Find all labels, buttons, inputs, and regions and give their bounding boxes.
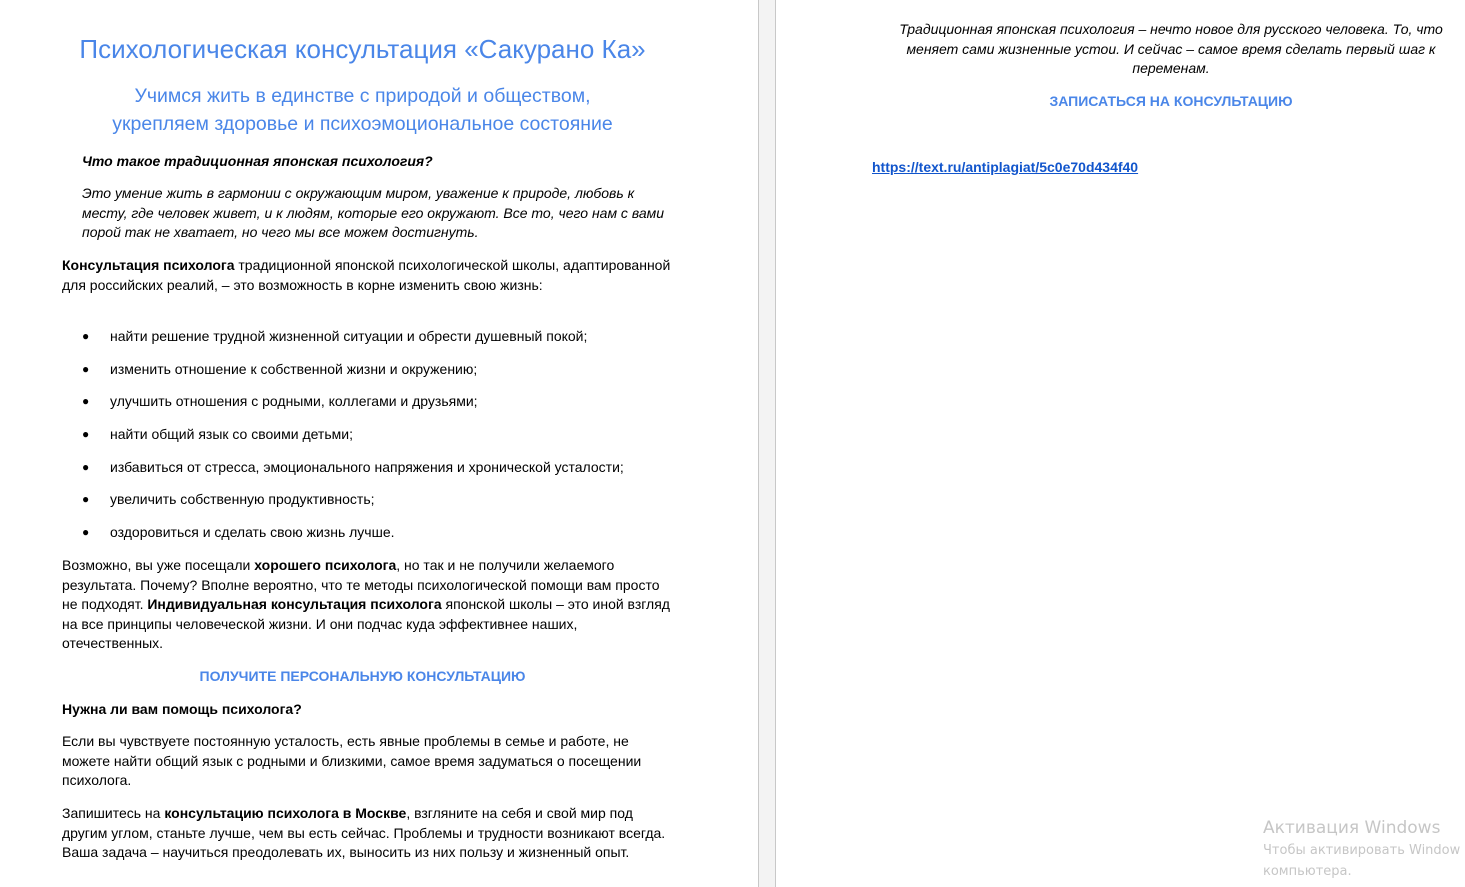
bullet-icon: ● [82,394,90,409]
list-item-text: оздоровиться и сделать свою жизнь лучше. [110,524,395,541]
list-item-text: улучшить отношения с родными, коллегами и друзьями; [110,393,478,410]
list-item [82,360,624,393]
page-separator [758,0,776,887]
bullet-icon: ● [82,459,90,474]
bullet-icon: ● [82,361,90,376]
list-item-text: увеличить собственную продуктивность; [110,491,375,508]
bold-phrase: консультацию психолога в Москве [164,805,407,821]
question-heading: Что такое традиционная японская психология? [82,153,433,169]
intro-paragraph [62,256,672,295]
personal-consultation-cta: ПОЛУЧИТЕ ПЕРСОНАЛЬНУЮ КОНСУЛЬТАЦИЮ [199,668,526,684]
paragraph-text: , но так и не получили желаемого результата. Почему? Вполне вероятно, что те методы психологической помощи вам просто не подходят. [62,557,660,612]
watermark-line-2: компьютера. [1263,864,1352,879]
antiplagiat-link[interactable]: https://text.ru/antiplagiat/5c0e70d434f40 [872,159,1139,175]
watermark-title: Активация Windows [1263,818,1441,838]
bold-phrase: Консультация психолога [62,257,235,273]
help-heading: Нужна ли вам помощь психолога? [62,701,302,717]
page-title: Психологическая консультация «Сакурано Ка» [79,34,646,64]
signup-paragraph [62,804,672,863]
windows-activation-watermark [1263,816,1460,882]
list-item-text: избавиться от стресса, эмоционального напряжения и хронической усталости; [110,458,624,475]
help-paragraph: Если вы чувствуете постоянную усталость, есть явные проблемы в семье и работе, не можете найти общий язык с родными и близкими, самое время задуматься о посещении психолога. [62,733,642,788]
paragraph-text: традиционной японской психологической школы, адаптированной для российских реалий, – это возможность в корне изменить свою жизнь: [62,257,671,293]
document-page-2[interactable] [776,0,1465,887]
list-item [82,392,624,425]
bullet-icon: ● [82,329,90,343]
closing-intro-text: Традиционная японская психология – нечто новое для русского человека. То, что меняет сами жизненные устои. И сейчас – самое время сделать первый шаг к переменам. [899,21,1443,76]
list-item-text: найти общий язык со своими детьми; [110,426,353,443]
list-item [82,523,624,556]
bullet-icon: ● [82,427,90,442]
bullet-icon: ● [82,525,90,540]
subtitle-line-2: укрепляем здоровье и психоэмоциональное состояние [112,113,613,135]
question-text: Это умение жить в гармонии с окружающим миром, уважение к природе, любовь к месту, где человек живет, и к людям, которые его окружают. Все то, чего нам с вами порой так не хватает, но чего мы все можем достигнуть. [82,185,664,240]
paragraph-text: японской школы – это иной взгляд на все принципы человеческой жизни. И они подчас куда эффективнее наших, отечественных. [62,596,670,651]
signup-cta: ЗАПИСАТЬСЯ НА КОНСУЛЬТАЦИЮ [1049,93,1293,109]
paragraph-text: , взгляните на себя и свой мир под другим углом, станьте лучше, чем вы есть сейчас. Проблемы и трудности возникают всегда. Ваша задача – научиться преодолевать их, выносить из них пользу и жизненный опыт. [62,805,666,860]
bullet-icon: ● [82,492,90,507]
benefits-list [82,327,624,556]
list-item [82,425,624,458]
bold-phrase: Индивидуальная консультация психолога [147,596,442,612]
results-paragraph [62,556,672,654]
paragraph-text: Запишитесь на [62,805,165,821]
paragraph-text: Возможно, вы уже посещали [62,557,255,573]
page-subtitle [0,82,725,138]
list-item [82,490,624,523]
list-item [82,327,624,360]
list-item-text: найти решение трудной жизненной ситуации и обрести душевный покой; [110,328,588,344]
subtitle-line-1: Учимся жить в единстве с природой и обществом, [134,85,591,107]
watermark-line-1: Чтобы активировать Window [1263,843,1461,858]
bold-phrase: хорошего психолога [254,557,397,573]
list-item-text: изменить отношение к собственной жизни и окружению; [110,360,478,377]
list-item [82,458,624,491]
